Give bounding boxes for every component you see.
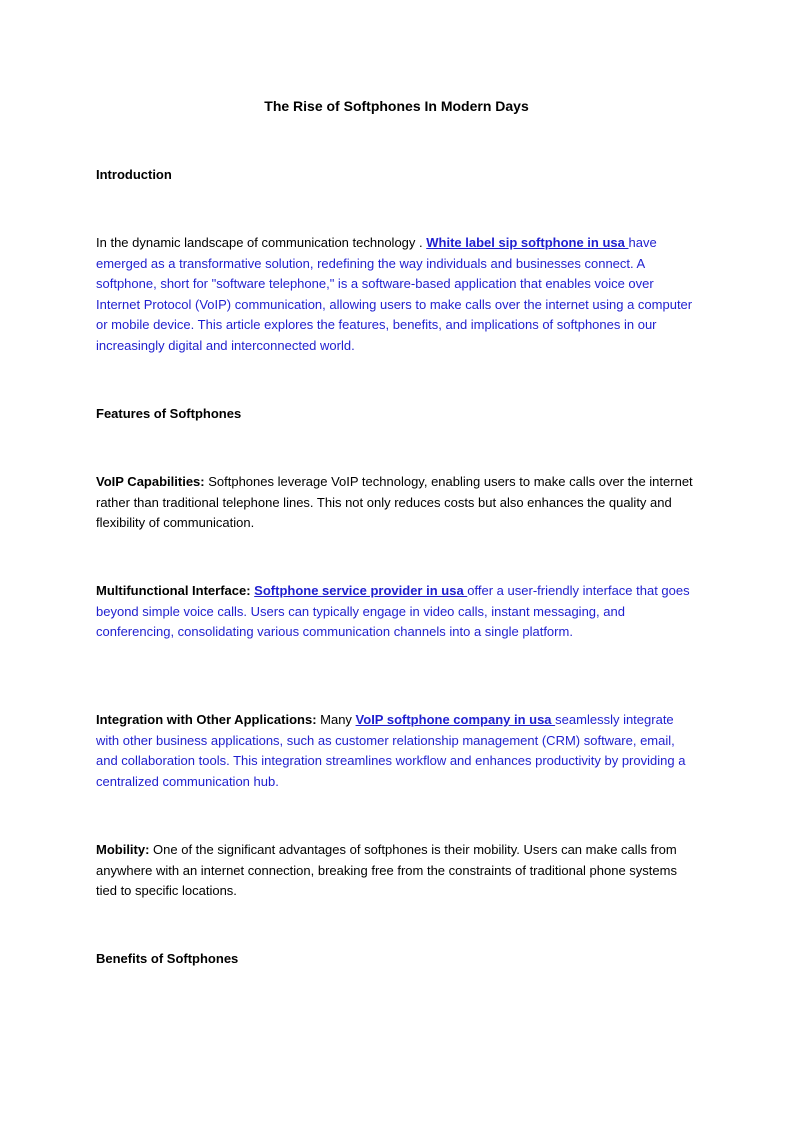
- integration-text: seamlessly integrate with other business applications, such as customer relationship management (CRM) software, email, and collaboration tools. This integration streamlines workflow and enhances productivity by providing a centralized communication hub.: [96, 712, 686, 789]
- heading-benefits: Benefits of Softphones: [96, 951, 239, 966]
- multifunctional-interface-paragraph: [96, 581, 696, 643]
- voip-capabilities-text: Softphones leverage VoIP technology, enabling users to make calls over the internet rather than traditional telephone lines. This not only reduces costs but also enhances the quality and flexibility of communication.: [96, 474, 693, 531]
- intro-paragraph: [96, 233, 696, 357]
- voip-capabilities-label: VoIP Capabilities:: [96, 474, 205, 489]
- softphone-service-provider-link[interactable]: Softphone service provider in usa: [254, 583, 468, 598]
- integration-lead-text: Many: [316, 712, 356, 727]
- voip-capabilities-paragraph: [96, 472, 696, 534]
- multifunctional-interface-label: Multifunctional Interface:: [96, 583, 255, 598]
- intro-lead-text: In the dynamic landscape of communication technology .: [96, 235, 427, 250]
- integration-label: Integration with Other Applications:: [96, 712, 317, 727]
- heading-introduction: Introduction: [96, 167, 172, 182]
- page-title: The Rise of Softphones In Modern Days: [264, 98, 529, 114]
- mobility-paragraph: [96, 840, 696, 902]
- white-label-sip-softphone-link[interactable]: White label sip softphone in usa: [426, 235, 629, 250]
- intro-body-text: have emerged as a transformative solution, redefining the way individuals and businesses connect. A softphone, short for "software telephone," is a software-based application that enables voice over Internet Protocol (VoIP) communication, allowing users to make calls over the internet using a computer or mobile device. This article explores the features, benefits, and implications of softphones in our increasingly digital and interconnected world.: [96, 235, 693, 353]
- mobility-label: Mobility:: [96, 842, 150, 857]
- mobility-text: One of the significant advantages of softphones is their mobility. Users can make calls from anywhere with an internet connection, breaking free from the constraints of traditional phone systems tied to specific locations.: [96, 842, 677, 899]
- integration-paragraph: [96, 710, 696, 792]
- heading-features: Features of Softphones: [96, 406, 242, 421]
- multifunctional-interface-text: offer a user-friendly interface that goes beyond simple voice calls. Users can typically engage in video calls, instant messaging, and conferencing, consolidating various communication channels into a single platform.: [96, 583, 690, 640]
- voip-softphone-company-link[interactable]: VoIP softphone company in usa: [355, 712, 556, 727]
